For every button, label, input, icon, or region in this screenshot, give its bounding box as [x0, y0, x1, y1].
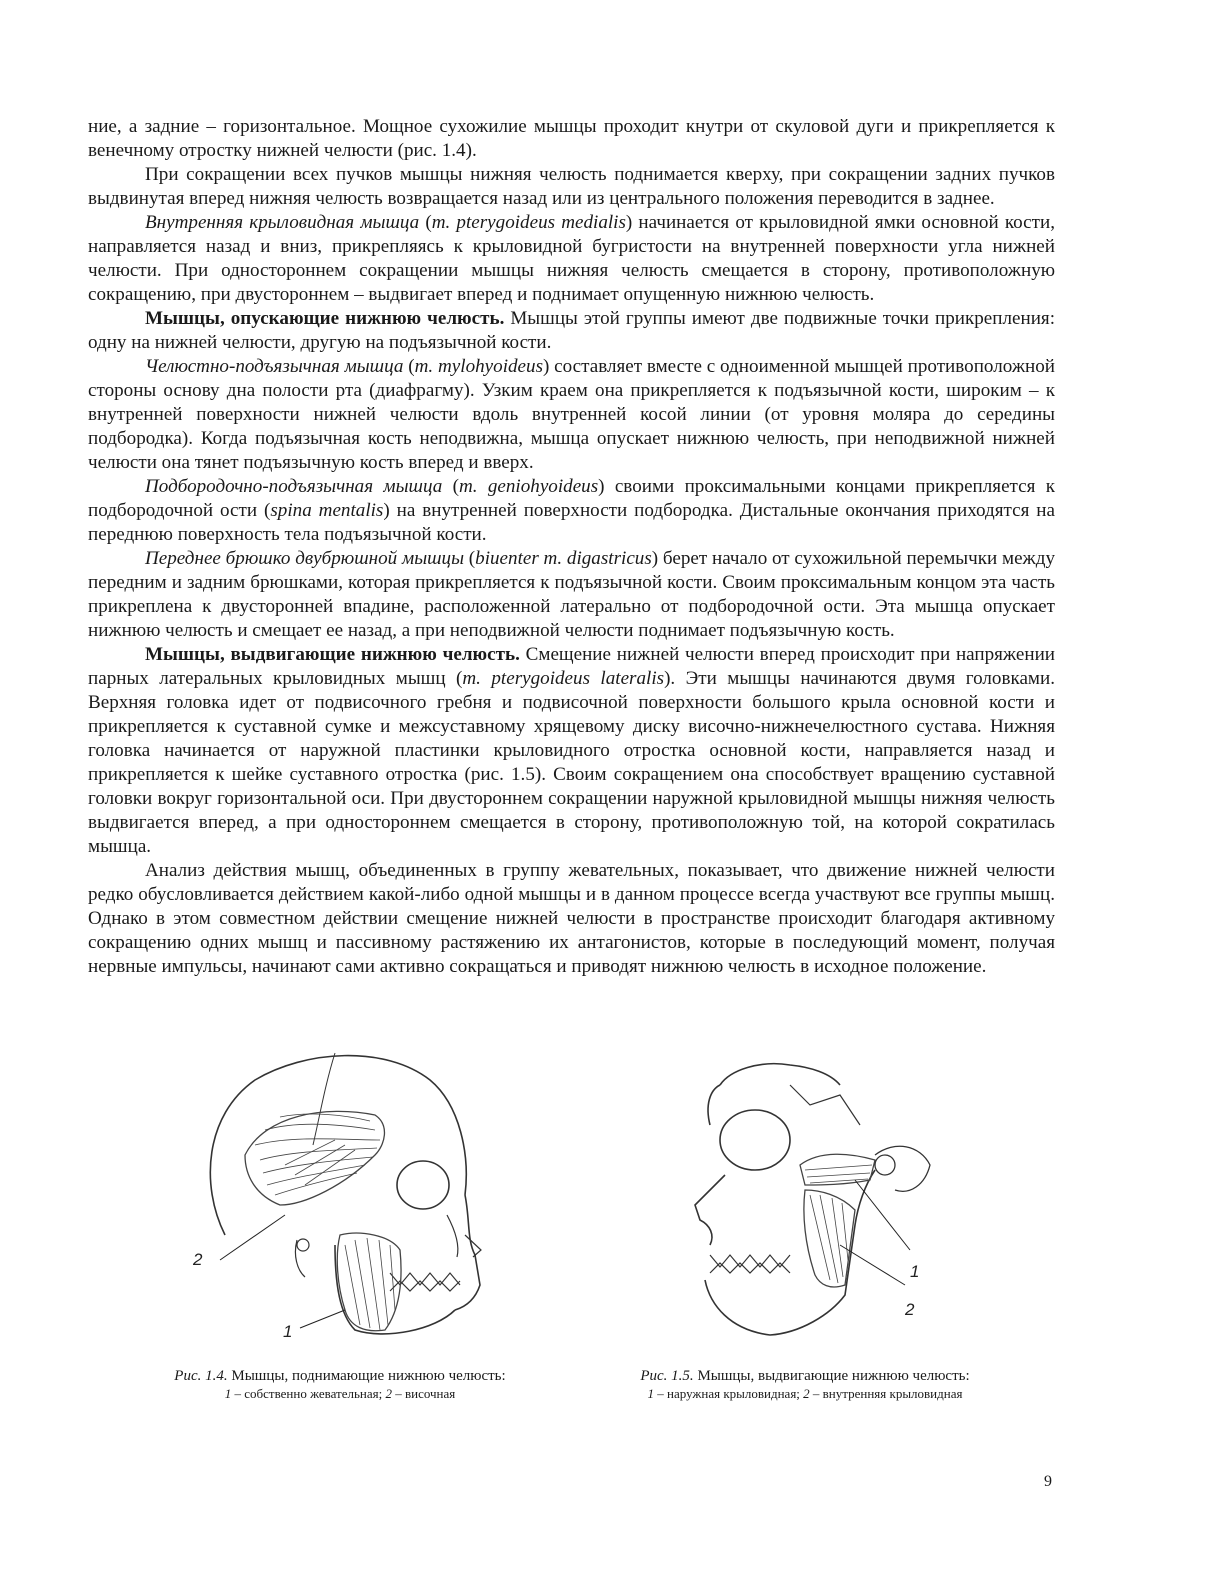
italic-term: m. pterygoideus lateralis [462, 668, 665, 689]
skull-lateral-illustration [185, 1045, 485, 1345]
bold-heading: Мышцы, опускающие нижнюю челюсть. [145, 308, 505, 329]
text-run: ( [403, 356, 415, 377]
paragraph [88, 307, 1055, 355]
legend-text: – наружная крыловидная; [654, 1386, 804, 1401]
caption-text: Мышцы, поднимающие нижнюю челюсть: [227, 1368, 506, 1384]
text-run: ) начинается от крыловидной ямки основной кости, направляется назад и вниз, прикрепляясь к крыловидной бугристости на внутренней поверхности угла нижней челюсти. При одностороннем сокращении мышцы нижняя челюсть смещается в сторону, противоположную сокращению, при двустороннем – выдвигает вперед и поднимает опущенную нижнюю челюсть. [88, 212, 1055, 305]
text-run: ( [419, 212, 432, 233]
figure-label-1: 1 [910, 1262, 920, 1281]
caption-prefix: Рис. 1.5. [640, 1368, 694, 1384]
italic-term: Подбородочно-подъязычная мышца [145, 476, 443, 497]
text-run: ) берет начало от сухожильной перемычки между передним и задним брюшками, которая прикрепляется к подъязычной кости. Своим проксимальным концом эта часть прикреплена к двусторонней впадине, расположенной латерально от подбородочной ости. Эта мышца опускает нижнюю челюсть и смещает ее назад, а при неподвижной челюсти поднимает подъязычную кость. [88, 548, 1056, 641]
bold-heading: Мышцы, выдвигающие нижнюю челюсть. [145, 644, 520, 665]
figure-1-5 [680, 1045, 940, 1345]
paragraph [88, 547, 1055, 643]
paragraph [88, 211, 1055, 307]
legend-text: – собственно жевательная; [231, 1386, 386, 1401]
text-run: ние, а задние – горизонтальное. Мощное сухожилие мышцы проходит кнутри от скуловой дуги и прикрепляется к венечному отростку нижней челюсти (рис. 1.4). [88, 116, 1055, 161]
text-run: ) составляет вместе с одноименной мышцей противоположной стороны основу дна полости рта (диафрагму). Узким краем она прикрепляется к подъязычной кости, широким – к внутренней поверхности нижней челюсти вдоль внутренней косой линии (от уровня моляра до середины подбородка). Когда подъязычная кость неподвижна, мышца опускает нижнюю челюсть, при неподвижной нижней челюсти она тянет подъязычную кость вперед и вверх. [88, 356, 1055, 473]
figure-label-1: 1 [283, 1322, 293, 1341]
legend-num: 2 [803, 1386, 810, 1401]
text-run: ) своими проксимальными концами прикрепляется к подбородочной ости ( [88, 476, 1055, 521]
figure-caption-1-4 [120, 1367, 560, 1403]
legend-text: – височная [391, 1386, 456, 1401]
text-run: ( [442, 476, 459, 497]
paragraph [88, 643, 1055, 859]
text-run: При сокращении всех пучков мышцы нижняя челюсть поднимается кверху, при сокращении задних пучков выдвинутая вперед нижняя челюсть возвращается назад или из центрального положения переводится в заднее. [88, 164, 1055, 209]
text-run: Смещение нижней челюсти вперед происходит при напряжении парных латеральных крыловидных мышц ( [88, 644, 1055, 689]
legend-num: 2 [385, 1386, 392, 1401]
legend-num: 1 [224, 1386, 232, 1401]
paragraph [88, 163, 1055, 211]
text-run: ( [464, 548, 476, 569]
figure-caption-1-5 [590, 1367, 1020, 1403]
text-run: Анализ действия мышц, объединенных в группу жевательных, показывает, что движение нижней челюсти редко обусловливается действием какой-либо одной мышцы и в данном процессе всегда участвуют все группы мышц. Однако в этом совместном действии смещение нижней челюсти в пространстве происходит благодаря активному сокращению одних мышц и пассивному растяжению их антагонистов, которые в последующий момент, получая нервные импульсы, начинают сами активно сокращаться и приводят нижнюю челюсть в исходное положение. [88, 860, 1055, 977]
figure-1-4 [185, 1045, 485, 1345]
italic-term: m. geniohyoideus [458, 476, 599, 497]
paragraph [88, 859, 1055, 979]
skull-pterygoid-illustration [680, 1045, 940, 1345]
text-run: Мышцы этой группы имеют две подвижные точки прикрепления: одну на нижней челюсти, другую на подъязычной кости. [88, 308, 1055, 353]
paragraph [88, 475, 1055, 547]
legend-text: – внутренняя крыловидная [809, 1386, 963, 1401]
italic-term: m. mylohyoideus [414, 356, 543, 377]
italic-term: m. pterygoideus medialis [431, 212, 626, 233]
italic-term: Внутренняя крыловидная мышца [145, 212, 420, 233]
figure-label-2: 2 [193, 1250, 203, 1269]
paragraph [88, 355, 1055, 475]
caption-text: Мышцы, выдвигающие нижнюю челюсть: [693, 1368, 970, 1384]
text-run: ) на внутренней поверхности подбородка. Дистальные окончания приходятся на переднюю поверхность тела подъязычной кости. [88, 500, 1055, 545]
figure-label-2: 2 [905, 1300, 915, 1319]
legend-num: 1 [647, 1386, 655, 1401]
page-number: 9 [1044, 1473, 1052, 1490]
paragraph [88, 115, 1055, 163]
caption-prefix: Рис. 1.4. [174, 1368, 228, 1384]
italic-term: biuenter m. digastricus [475, 548, 652, 569]
italic-term: Челюстно-подъязычная мышца [145, 356, 404, 377]
body-text [88, 115, 1055, 979]
italic-term: spina mentalis [270, 500, 384, 521]
text-run: ). Эти мышцы начинаются двумя головками. Верхняя головка идет от подвисочного гребня и подвисочной поверхности большого крыла основной кости и прикрепляется к суставной сумке и межсуставному хрящевому диску височно-нижнечелюстного сустава. Нижняя головка начинается от наружной пластинки крыловидного отростка основной кости, направляется назад и прикрепляется к шейке суставного отростка (рис. 1.5). Своим сокращением она способствует вращению суставной головки вокруг горизонтальной оси. При двустороннем сокращении наружной крыловидной мышцы нижняя челюсть выдвигается вперед, а при одностороннем смещается в сторону, противоположную той, на которой сократилась мышца. [88, 668, 1055, 857]
italic-term: Переднее брюшко двубрюшной мышцы [145, 548, 465, 569]
